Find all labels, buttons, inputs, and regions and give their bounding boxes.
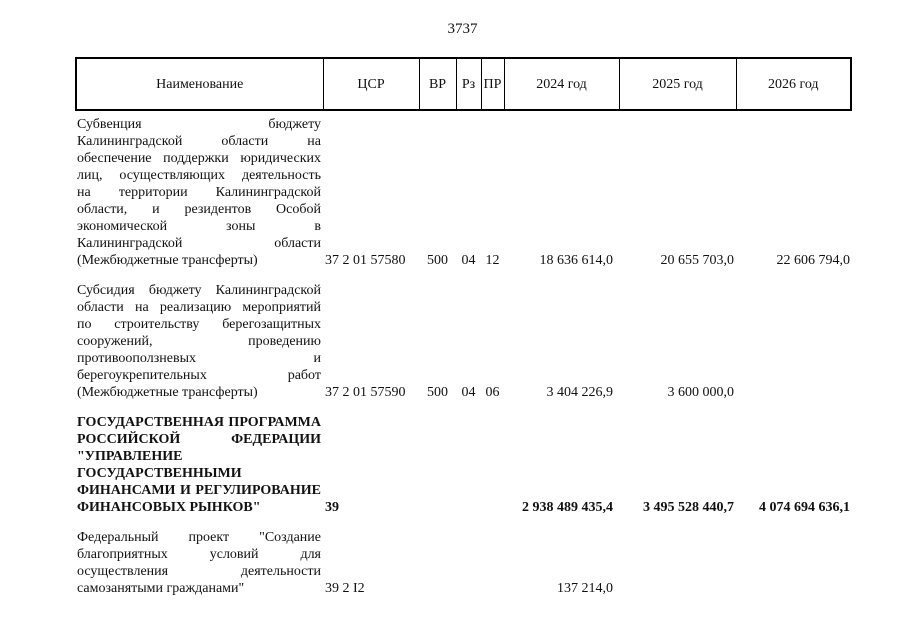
vr-cell: 500 [427,253,448,268]
amount-2024-cell: 18 636 614,0 [539,253,613,268]
amount-2026-cell [736,269,851,401]
csr-cell: 39 [325,500,339,515]
column-header-name: Наименование [76,58,323,110]
column-header-rz: Рз [456,58,481,110]
amount-2024-cell: 3 404 226,9 [546,385,613,400]
amount-2025-cell: 3 600 000,0 [667,385,734,400]
amount-2025-cell [619,516,736,597]
table-row-federal-project [76,516,851,597]
table-row-subvention [76,110,851,269]
csr-cell: 37 2 01 57590 [325,385,406,400]
amount-2024-cell: 137 214,0 [557,581,613,596]
amount-2026-cell: 22 606 794,0 [776,253,850,268]
pr-cell: 12 [485,253,500,268]
pr-cell [481,516,504,597]
table-row-subsidy [76,269,851,401]
table-header [76,58,851,110]
amount-2026-cell: 4 074 694 636,1 [759,500,850,515]
column-header-pr: ПР [481,58,504,110]
csr-cell: 39 2 I2 [325,581,365,596]
name-cell: Федеральный проект "Создание благоприятных условий для осуществления деятельности самозанятыми гражданами" [77,530,321,596]
amount-2026-cell [736,516,851,597]
name-cell: Субсидия бюджету Калининградской области на реализацию мероприятий по строительству берегозащитных сооружений, проведению противооползневых и берегоукрепительных работ (Межбюджетные трансферты) [77,283,321,400]
csr-cell: 37 2 01 57580 [325,253,406,268]
vr-cell [419,516,456,597]
pr-cell [481,401,504,516]
vr-cell: 500 [427,385,448,400]
header-row [76,58,851,110]
amount-2025-cell: 20 655 703,0 [660,253,734,268]
column-header-2026: 2026 год [736,58,851,110]
column-header-csr: ЦСР [323,58,419,110]
table-row-state-program [76,401,851,516]
name-cell: ГОСУДАРСТВЕННАЯ ПРОГРАММА РОССИЙСКОЙ ФЕДЕРАЦИИ "УПРАВЛЕНИЕ ГОСУДАРСТВЕННЫМИ ФИНАНСАМИ И РЕГУЛИРОВАНИЕ ФИНАНСОВЫХ РЫНКОВ" [77,415,321,515]
pr-cell: 06 [485,385,500,400]
name-cell: Субвенция бюджету Калининградской области на обеспечение поддержки юридических лиц, осуществляющих деятельность на территории Калининградской области, и резидентов Особой экономической зоны в Калининградской области (Межбюджетные трансферты) [77,117,321,268]
amount-2024-cell: 2 938 489 435,4 [522,500,613,515]
rz-cell: 04 [461,385,476,400]
rz-cell [456,401,481,516]
rz-cell: 04 [461,253,476,268]
budget-table [75,57,852,597]
page-number: 3737 [447,21,478,37]
column-header-2025: 2025 год [619,58,736,110]
column-header-2024: 2024 год [504,58,619,110]
amount-2025-cell: 3 495 528 440,7 [643,500,734,515]
column-header-vr: ВР [419,58,456,110]
vr-cell [419,401,456,516]
rz-cell [456,516,481,597]
